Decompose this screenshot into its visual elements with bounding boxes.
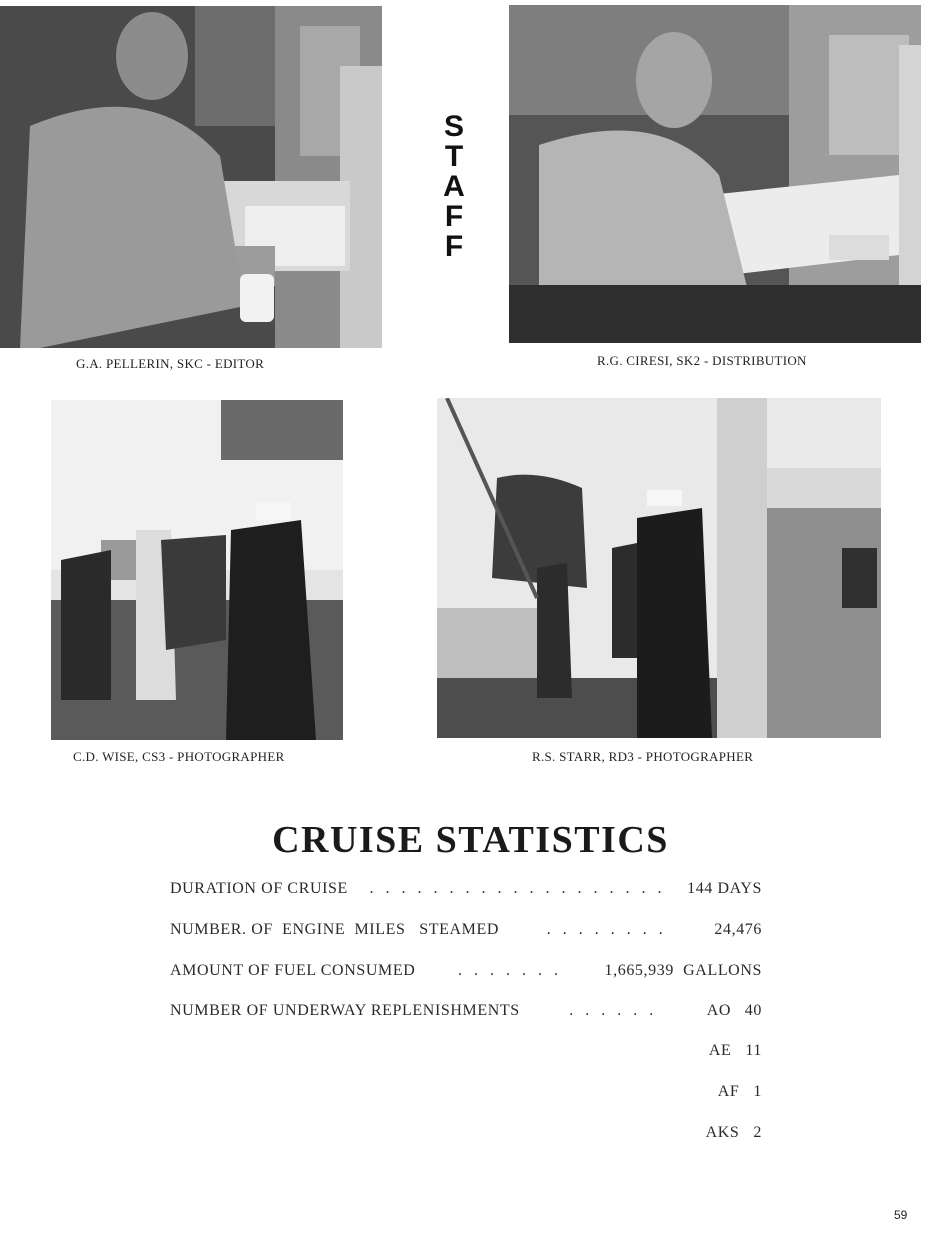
stat-value: 144 DAYS [687,880,762,897]
stat-label: NUMBER. OF ENGINE MILES STEAMED [170,921,499,938]
photo-caption-editor: G.A. PELLERIN, SKC - EDITOR [76,356,265,371]
stat-row-replenishments [170,1002,762,1020]
staff-letter: F [444,230,464,263]
photo-caption-distribution: R.G. CIRESI, SK2 - DISTRIBUTION [597,353,807,368]
photo-caption-photographer-starr: R.S. STARR, RD3 - PHOTOGRAPHER [532,749,754,764]
stat-value: 1,665,939 GALLONS [604,962,762,979]
replenishment-row-aks [706,1124,762,1142]
cruise-statistics-title: CRUISE STATISTICS [272,819,669,861]
stat-label: AMOUNT OF FUEL CONSUMED [170,962,416,979]
stat-leader-dots: . . . . . . . . . . . . . . . . . . . [369,880,666,897]
staff-letter: A [443,170,465,203]
staff-letter: T [444,140,464,173]
replenishment-row-af [718,1083,762,1101]
replenishment-count: 1 [753,1083,762,1100]
stat-row-fuel [170,962,762,980]
replenishment-type: AE [708,1042,732,1059]
staff-letter: F [444,200,464,233]
stat-value: AO 40 [706,1002,762,1019]
staff-letter: S [443,110,464,143]
photo-distribution [509,5,921,343]
stat-label: NUMBER OF UNDERWAY REPLENISHMENTS [170,1002,520,1019]
staff-title [436,112,472,262]
stat-row-duration [170,880,762,898]
photo-caption-photographer-wise: C.D. WISE, CS3 - PHOTOGRAPHER [73,749,285,764]
replenishment-type: AKS [705,1124,740,1141]
photo-editor [0,6,382,348]
stat-leader-dots: . . . . . . [569,1002,658,1019]
replenishment-row-ae [709,1042,762,1060]
stat-value: 24,476 [714,921,762,938]
page-number: 59 [894,1208,908,1222]
stat-row-engine-miles [170,921,762,939]
photo-photographer-wise [51,400,343,740]
replenishment-type: AF [717,1083,740,1100]
stat-leader-dots: . . . . . . . . [546,921,667,938]
stat-label: DURATION OF CRUISE [170,880,348,897]
photo-photographer-starr [437,398,881,738]
replenishment-count: 11 [745,1042,762,1059]
stat-leader-dots: . . . . . . . [457,962,562,979]
replenishment-count: 2 [753,1124,762,1141]
